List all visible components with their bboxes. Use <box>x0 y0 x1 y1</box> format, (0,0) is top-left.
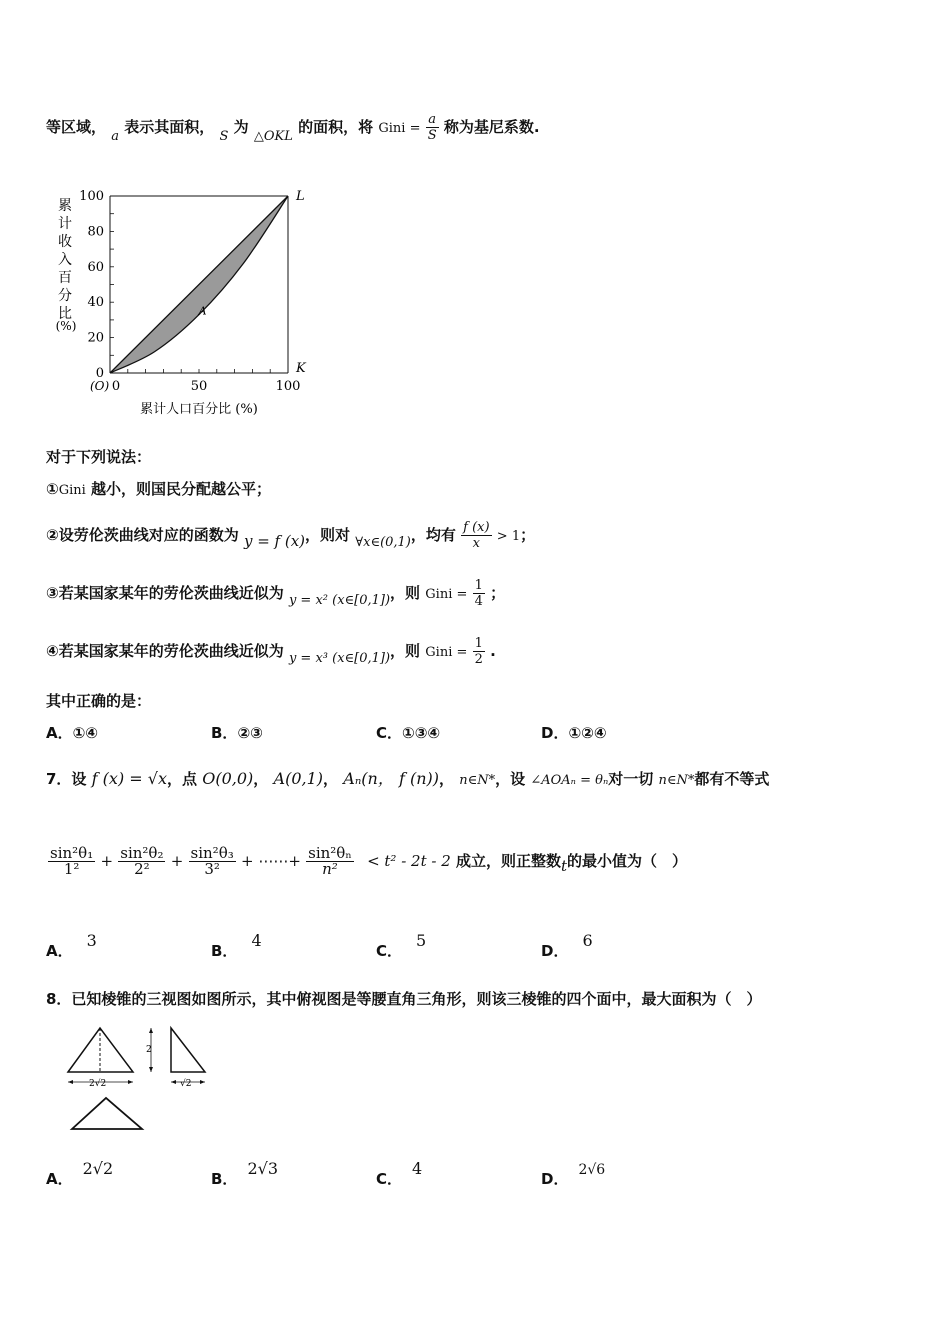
q8-option-b[interactable]: B．2√3 <box>211 1159 278 1188</box>
x-tick-label: 0 <box>111 379 121 394</box>
term-1: $\frac{\text{sin²θ₁}}{\text{1²}}$ <box>50 844 94 878</box>
q8-option-c[interactable]: C．4 <box>376 1159 423 1188</box>
term-2: $\frac{\text{sin²θ₂}}{\text{2²}}$ <box>120 844 164 878</box>
y-axis-label-char: 收 <box>58 234 72 250</box>
y-axis-label-char: 计 <box>58 216 72 232</box>
side-width-label: √2 <box>180 1079 192 1089</box>
q6-prompt: 对于下列说法： <box>46 448 152 466</box>
y-axis-label-char: 百 <box>58 270 72 286</box>
statement-1: ①Gini 越小，则国民分配越公平； <box>46 480 272 498</box>
y-axis-label-char: 累 <box>58 198 72 214</box>
q7-option-b[interactable]: B．4 <box>211 931 262 960</box>
q7-option-c[interactable]: C．5 <box>376 931 427 960</box>
term-3: $\frac{\text{sin²θ₃}}{\text{3²}}$ <box>190 844 234 878</box>
term-n: $\frac{\text{sin²θₙ}}{\text{n²}}$ <box>308 844 352 878</box>
q6-ask: 其中正确的是： <box>46 692 152 710</box>
x-tick-label: 100 <box>275 379 301 394</box>
q8-option-d[interactable]: D． 2√6 <box>541 1162 606 1188</box>
y-tick-label: 80 <box>87 224 104 240</box>
x-axis-label: 累计人口百分比 (%) <box>140 402 258 417</box>
height-label: 2 <box>146 1045 152 1055</box>
var-S: S <box>219 129 229 144</box>
y-tick-label: 60 <box>87 259 104 275</box>
q8-stem: 8．已知棱锥的三视图如图所示，其中俯视图是等腰直角三角形，则该三棱锥的四个面中，最大面积为（ ） <box>46 990 762 1008</box>
x-tick-label: 50 <box>190 379 208 394</box>
three-view-figure <box>60 1024 230 1136</box>
point-label-l: L <box>296 189 305 204</box>
q7-option-a[interactable]: A．3 <box>46 931 97 960</box>
q7-stem: 7．设 f (x) = √x，点 O(0,0)， A(0,1)， Aₙ(n， f (n))， n∈N*，设 ∠AOAₙ = θₙ对一切 n∈N*都有不等式 <box>46 769 770 788</box>
y-tick-label: 100 <box>79 189 104 204</box>
equality-line <box>110 196 288 373</box>
gini-label: Gini = <box>378 121 421 136</box>
q6-option-b[interactable]: B．②③ <box>211 724 263 742</box>
q7-option-d[interactable]: D．6 <box>541 931 593 960</box>
point-label-k: K <box>296 361 306 376</box>
front-width-label: 2√2 <box>89 1079 107 1089</box>
y-axis-label-char: 分 <box>58 288 72 304</box>
region-a-label: A <box>198 304 207 318</box>
origin-label: (O) <box>90 379 110 393</box>
gini-fraction: $\frac{a}{S}$ <box>427 112 437 143</box>
triangle-okl: △OKL <box>253 129 293 144</box>
q6-option-d[interactable]: D．①②④ <box>541 724 607 742</box>
y-tick-label: 20 <box>87 330 104 346</box>
q6-option-a[interactable]: A．①④ <box>46 724 99 742</box>
y-tick-label: 0 <box>95 366 104 381</box>
statement-3: ③若某国家某年的劳伦茨曲线近似为 y = x² (x∈[0,1])，则 Gini = $\frac{1}{4}$ ； <box>46 578 506 609</box>
intro-line: 等区域， a 表示其面积， S 为 △OKL 的面积，将 Gini = $\frac{a}{S}$ 称为基尼系数. <box>46 112 540 144</box>
y-tick-label: 40 <box>87 295 104 311</box>
q7-inequality: $\frac{\text{sin²θ₁}}{\text{1²}}$ + $\frac{\text{sin²θ₂}}{\text{2²}}$ + $\frac{\text{sin²θ₃}}{\text{3²}}$ + ⋯⋯+ $\frac{\text{sin²θₙ}}{\text{n²}}$ < t² - 2t - 2 成立，则正整数t的最小值为（ ） <box>50 844 688 878</box>
q6-option-c[interactable]: C．①③④ <box>376 724 441 742</box>
q8-option-a[interactable]: A．2√2 <box>46 1159 114 1188</box>
y-axis-label-char: 入 <box>58 252 72 268</box>
y-axis-label-char: 比 <box>58 306 72 322</box>
side-view-triangle <box>171 1028 205 1072</box>
lorenz-chart <box>50 180 330 430</box>
y-axis-unit: (%) <box>55 319 77 333</box>
statement-4: ④若某国家某年的劳伦茨曲线近似为 y = x³ (x∈[0,1])，则 Gini = $\frac{1}{2}$ . <box>46 636 496 667</box>
statement-2: ②设劳伦茨曲线对应的函数为 y = f (x)，则对 ∀x∈(0,1)，均有 $\frac{f (x)}{x}$ > 1； <box>46 520 536 551</box>
top-view-triangle <box>72 1098 142 1129</box>
var-a: a <box>111 129 120 144</box>
